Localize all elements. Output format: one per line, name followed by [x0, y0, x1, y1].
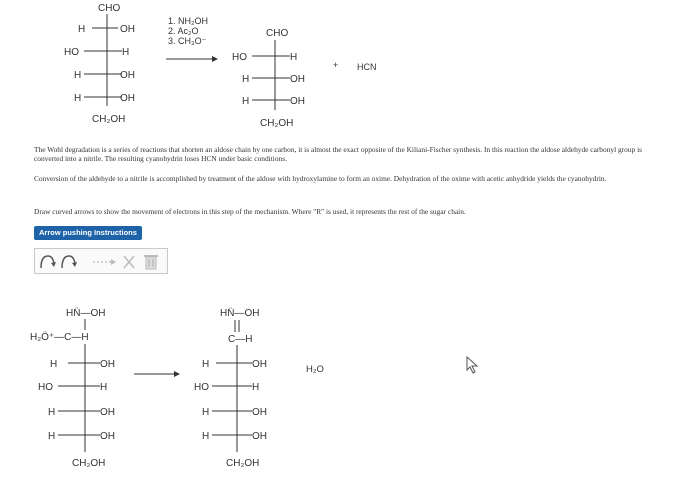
product-left-3: H: [242, 96, 250, 107]
right-sub-r2: H: [252, 382, 260, 393]
product-sugar-fischer: [228, 20, 338, 132]
sub-right-2: H: [122, 47, 130, 58]
starting-sugar-fischer: [52, 0, 162, 132]
right-sub-l1: H: [202, 359, 210, 370]
product-right-2: OH: [290, 74, 305, 85]
left-sub-l3: H: [48, 407, 56, 418]
left-sub-r2: H: [100, 382, 108, 393]
sub-right-3: OH: [120, 70, 135, 81]
right-sub-l3: H: [202, 407, 210, 418]
product-right-3: OH: [290, 96, 305, 107]
plus-sign: +: [333, 60, 339, 70]
product-top-cho: CHO: [266, 28, 289, 39]
double-curved-arrow-icon[interactable]: [38, 252, 58, 272]
mechanism-step-arrow: [134, 365, 180, 383]
product-left-1: HO: [232, 52, 247, 63]
task-paragraph: Draw curved arrows to show the movement of electrons in this step of the mechanism. Where "R" is used, it represents the rest of the sugar chain.: [34, 207, 466, 216]
sub-left-3: H: [74, 70, 82, 81]
left-sub-l4: H: [48, 431, 56, 442]
right-sub-l2: HO: [194, 382, 209, 393]
reagent-step-1: 1. NH₂OH: [168, 16, 208, 26]
left-sub-r1: OH: [100, 359, 115, 370]
right-oxime-top: HN̈—OH: [220, 308, 260, 319]
right-bottom: CH₂OH: [226, 458, 260, 469]
right-sub-r4: OH: [252, 431, 267, 442]
left-bottom: CH₂OH: [72, 458, 106, 469]
sub-left-4: H: [74, 93, 82, 104]
conversion-paragraph: Conversion of the aldehyde to a nitrile is accomplished by treatment of the aldose with hydroxylamine to form an oxime. Dehydration of the oxime with acetic anhydride yields the cyanohydrin.: [34, 174, 607, 183]
left-oxime-top: HN̈—OH: [66, 308, 106, 319]
sugar-top-cho: CHO: [98, 3, 121, 14]
water-molecule: H₂O: [306, 364, 324, 375]
drawing-toolbar: [34, 248, 168, 274]
left-sub-l1: H: [50, 359, 58, 370]
left-sub-l2: HO: [38, 382, 53, 393]
product-bottom: CH₂OH: [260, 118, 294, 129]
sub-right-1: OH: [120, 24, 135, 35]
right-sub-r1: OH: [252, 359, 267, 370]
sub-left-1: H: [78, 24, 86, 35]
sugar-bottom: CH₂OH: [92, 114, 126, 125]
sub-left-2: HO: [64, 47, 79, 58]
right-sub-r3: OH: [252, 407, 267, 418]
mouse-cursor-icon: [466, 356, 480, 379]
hcn-byproduct: HCN: [357, 62, 377, 72]
intro-paragraph: The Wohl degradation is a series of reactions that shorten an aldose chain by one carbon, it is almost the exact opposite of the Kiliani-Fischer synthesis. In this reaction the aldose aldehyde carbonyl group is converted into a nitrile. The resulting cyanohydrin loses HCN under basic conditions.: [34, 145, 643, 163]
product-right-1: H: [290, 52, 298, 63]
sub-right-4: OH: [120, 93, 135, 104]
reaction-arrow: [166, 50, 218, 68]
right-c1: C—H: [228, 334, 253, 345]
reagent-list: [168, 16, 208, 46]
arrow-pushing-instructions-button[interactable]: Arrow pushing Instructions: [34, 226, 142, 240]
single-curved-arrow-icon[interactable]: [59, 252, 79, 272]
mechanism-left-structure: [28, 302, 158, 477]
right-sub-l4: H: [202, 431, 210, 442]
reagent-step-2: 2. Ac₂O: [168, 26, 199, 36]
left-sub-r3: OH: [100, 407, 115, 418]
left-sub-r4: OH: [100, 431, 115, 442]
reagent-step-3: 3. CH₃O⁻: [168, 36, 207, 46]
left-protonated-c1: H₂Ö⁺—C—H: [30, 332, 89, 343]
mechanism-right-structure: [188, 302, 308, 477]
trash-icon[interactable]: [141, 252, 161, 272]
product-left-2: H: [242, 74, 250, 85]
delete-x-icon[interactable]: [121, 252, 141, 272]
dashed-arrow-icon[interactable]: [91, 252, 111, 272]
